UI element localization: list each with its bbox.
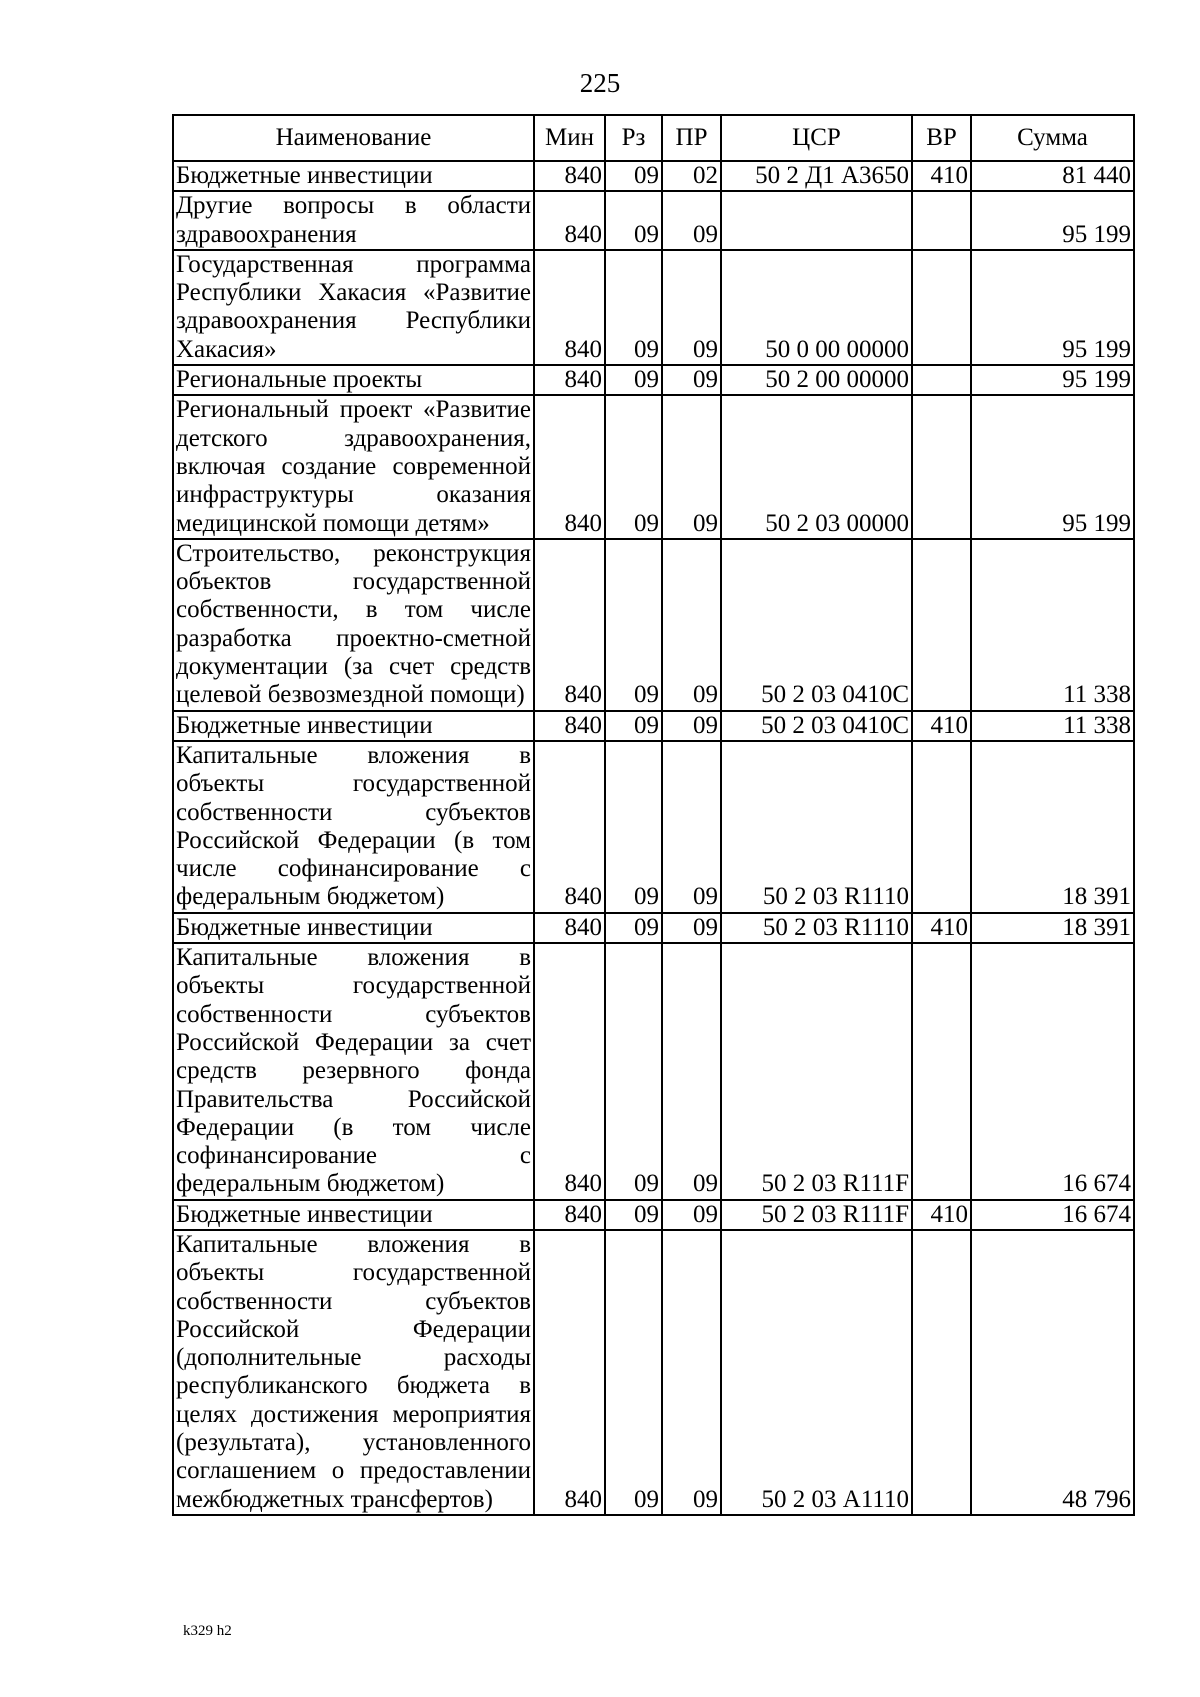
- row-pr-cell: 09: [662, 539, 721, 711]
- row-name-cell: Другие вопросы в области здравоохранения: [173, 191, 534, 250]
- row-min-cell: 840: [534, 1200, 605, 1230]
- row-csr-cell: 50 2 03 А1110: [721, 1230, 912, 1515]
- header-pr: ПР: [662, 115, 721, 161]
- row-sum-cell: 16 674: [971, 1200, 1134, 1230]
- row-vr-cell: [912, 250, 971, 365]
- row-pr-cell: 09: [662, 1230, 721, 1515]
- row-min-cell: 840: [534, 943, 605, 1200]
- row-vr-cell: [912, 365, 971, 395]
- row-name-cell: Региональный проект «Развитие детского здравоохранения, включая создание современной инфраструктуры оказания медицинской помощи детям»: [173, 395, 534, 538]
- row-min-cell: 840: [534, 365, 605, 395]
- row-min-cell: 840: [534, 913, 605, 943]
- row-csr-cell: 50 2 03 0410С: [721, 711, 912, 741]
- row-pr-cell: 09: [662, 1200, 721, 1230]
- row-name-cell: Капитальные вложения в объекты государственной собственности субъектов Российской Федерации (в том числе софинансирование с федеральным бюджетом): [173, 741, 534, 913]
- row-vr-cell: [912, 539, 971, 711]
- header-csr: ЦСР: [721, 115, 912, 161]
- row-min-cell: 840: [534, 1230, 605, 1515]
- table-row: [173, 191, 1134, 250]
- table-header-row: [173, 115, 1134, 161]
- row-rz-cell: 09: [605, 161, 662, 191]
- row-vr-cell: 410: [912, 913, 971, 943]
- table-row: [173, 539, 1134, 711]
- table-row: [173, 913, 1134, 943]
- table-row: [173, 395, 1134, 538]
- row-min-cell: 840: [534, 711, 605, 741]
- row-rz-cell: 09: [605, 943, 662, 1200]
- table-body: [173, 161, 1134, 1515]
- table-row: [173, 161, 1134, 191]
- row-min-cell: 840: [534, 741, 605, 913]
- row-rz-cell: 09: [605, 250, 662, 365]
- table-row: [173, 1200, 1134, 1230]
- row-pr-cell: 09: [662, 711, 721, 741]
- row-name-cell: Бюджетные инвестиции: [173, 161, 534, 191]
- row-vr-cell: 410: [912, 711, 971, 741]
- row-min-cell: 840: [534, 395, 605, 538]
- row-sum-cell: 95 199: [971, 191, 1134, 250]
- row-csr-cell: 50 2 03 R1110: [721, 741, 912, 913]
- row-sum-cell: 18 391: [971, 913, 1134, 943]
- row-pr-cell: 09: [662, 191, 721, 250]
- table-row: [173, 1230, 1134, 1515]
- row-csr-cell: 50 2 Д1 А3650: [721, 161, 912, 191]
- header-name: Наименование: [173, 115, 534, 161]
- row-rz-cell: 09: [605, 711, 662, 741]
- header-vr: ВР: [912, 115, 971, 161]
- row-name-cell: Капитальные вложения в объекты государственной собственности субъектов Российской Федерации за счет средств резервного фонда Правительства Российской Федерации (в том числе софинансирование с федеральным бюджетом): [173, 943, 534, 1200]
- row-name-cell: Капитальные вложения в объекты государственной собственности субъектов Российской Федерации (дополнительные расходы республиканского бюджета в целях достижения мероприятия (результата), установленного соглашением о предоставлении межбюджетных трансфертов): [173, 1230, 534, 1515]
- row-pr-cell: 09: [662, 395, 721, 538]
- row-csr-cell: 50 0 00 00000: [721, 250, 912, 365]
- row-vr-cell: 410: [912, 1200, 971, 1230]
- row-pr-cell: 09: [662, 365, 721, 395]
- row-name-cell: Государственная программа Республики Хакасия «Развитие здравоохранения Республики Хакасия»: [173, 250, 534, 365]
- row-rz-cell: 09: [605, 913, 662, 943]
- row-rz-cell: 09: [605, 365, 662, 395]
- row-min-cell: 840: [534, 161, 605, 191]
- row-name-cell: Строительство, реконструкция объектов государственной собственности, в том числе разработка проектно-сметной документации (за счет средств целевой безвозмездной помощи): [173, 539, 534, 711]
- row-rz-cell: 09: [605, 191, 662, 250]
- row-csr-cell: 50 2 03 R111F: [721, 1200, 912, 1230]
- row-csr-cell: 50 2 03 00000: [721, 395, 912, 538]
- table-row: [173, 365, 1134, 395]
- row-name-cell: Бюджетные инвестиции: [173, 913, 534, 943]
- row-pr-cell: 02: [662, 161, 721, 191]
- row-sum-cell: 95 199: [971, 250, 1134, 365]
- row-pr-cell: 09: [662, 943, 721, 1200]
- row-csr-cell: 50 2 00 00000: [721, 365, 912, 395]
- row-pr-cell: 09: [662, 250, 721, 365]
- row-pr-cell: 09: [662, 741, 721, 913]
- row-sum-cell: 95 199: [971, 365, 1134, 395]
- row-sum-cell: 48 796: [971, 1230, 1134, 1515]
- row-min-cell: 840: [534, 191, 605, 250]
- row-rz-cell: 09: [605, 1200, 662, 1230]
- header-min: Мин: [534, 115, 605, 161]
- row-vr-cell: [912, 943, 971, 1200]
- row-sum-cell: 11 338: [971, 711, 1134, 741]
- row-vr-cell: 410: [912, 161, 971, 191]
- header-sum: Сумма: [971, 115, 1134, 161]
- row-sum-cell: 95 199: [971, 395, 1134, 538]
- row-min-cell: 840: [534, 539, 605, 711]
- row-name-cell: Бюджетные инвестиции: [173, 1200, 534, 1230]
- row-vr-cell: [912, 395, 971, 538]
- row-name-cell: Региональные проекты: [173, 365, 534, 395]
- row-pr-cell: 09: [662, 913, 721, 943]
- table-row: [173, 943, 1134, 1200]
- row-rz-cell: 09: [605, 741, 662, 913]
- row-csr-cell: 50 2 03 R1110: [721, 913, 912, 943]
- row-csr-cell: 50 2 03 0410С: [721, 539, 912, 711]
- row-name-cell: Бюджетные инвестиции: [173, 711, 534, 741]
- row-sum-cell: 81 440: [971, 161, 1134, 191]
- row-rz-cell: 09: [605, 539, 662, 711]
- header-rz: Рз: [605, 115, 662, 161]
- table-row: [173, 250, 1134, 365]
- row-vr-cell: [912, 1230, 971, 1515]
- row-vr-cell: [912, 741, 971, 913]
- row-vr-cell: [912, 191, 971, 250]
- page-number: 225: [579, 68, 621, 98]
- row-sum-cell: 11 338: [971, 539, 1134, 711]
- budget-table: [172, 114, 1135, 1516]
- table-row: [173, 741, 1134, 913]
- row-csr-cell: 50 2 03 R111F: [721, 943, 912, 1200]
- row-sum-cell: 16 674: [971, 943, 1134, 1200]
- row-rz-cell: 09: [605, 395, 662, 538]
- footer-code: k329 h2: [183, 1623, 232, 1639]
- row-sum-cell: 18 391: [971, 741, 1134, 913]
- table-row: [173, 711, 1134, 741]
- row-csr-cell: [721, 191, 912, 250]
- row-min-cell: 840: [534, 250, 605, 365]
- row-rz-cell: 09: [605, 1230, 662, 1515]
